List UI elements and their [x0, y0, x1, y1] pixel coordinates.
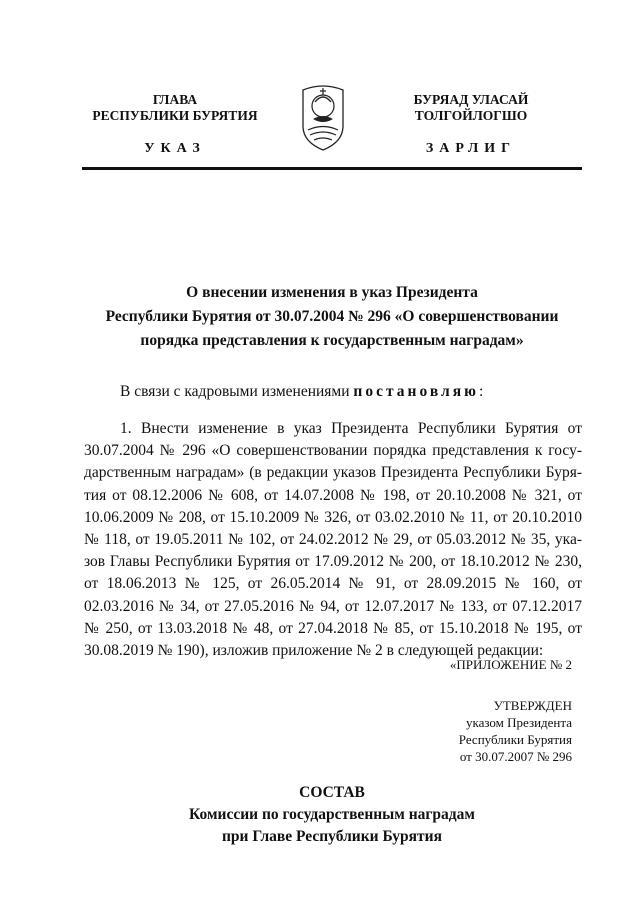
composition-line-2: при Главе Республики Бурятия: [221, 828, 442, 845]
title-line-1: О внесении изменения в указ Президента: [186, 284, 478, 301]
title-line-3: порядка представления к государственным наградам»: [140, 332, 524, 349]
composition-title: СОСТАВ: [299, 784, 365, 801]
preamble: [120, 383, 483, 401]
header-right-line1: БУРЯАД УЛАСАЙ: [413, 92, 529, 107]
header-right-line2: ТОЛГОЙЛОГШО: [414, 108, 528, 123]
preamble-colon: :: [478, 383, 484, 400]
body-line: 30.07.2004 № 296 «О совершенствовании порядка представления к госу-: [84, 442, 582, 460]
appendix-label: «ПРИЛОЖЕНИЕ № 2: [449, 657, 572, 672]
body-line: 1. Внести изменение в указ Президента Республики Бурятия от: [120, 420, 582, 437]
composition-line-1: Комиссии по государственным наградам: [189, 806, 475, 823]
header-right: [376, 92, 566, 124]
body-line: дарственным наградам» (в редакции указов Президента Республики Буря-: [84, 464, 582, 482]
body-line: № 250, от 13.03.2018 № 48, от 27.04.2018 № 85, от 15.10.2018 № 195, от: [84, 619, 582, 637]
approval-by-decree: указом Президента: [465, 715, 572, 730]
body-line: 10.06.2009 № 208, от 15.10.2009 № 326, от 03.02.2010 № 11, от 20.10.2010: [84, 508, 582, 526]
doc-type-ukaz: УКАЗ: [144, 141, 206, 156]
body-line: от 18.06.2013 № 125, от 26.05.2014 № 91, от 28.09.2015 № 160, от: [84, 575, 582, 593]
approval-stamp: [340, 697, 572, 765]
body-line: тия от 08.12.2006 № 608, от 14.07.2008 № 198, от 20.10.2008 № 321, от: [84, 486, 582, 504]
body-line: № 118, от 19.05.2011 № 102, от 24.02.2012 № 29, от 05.03.2012 № 35, ука-: [84, 531, 582, 549]
body-line: 30.08.2019 № 190), изложив приложение № 2 в следующей редакции:: [84, 642, 544, 660]
preamble-resolve: постановляю: [353, 383, 479, 400]
title-line-2: Республики Бурятия от 30.07.2004 № 296 «О совершенствовании: [105, 308, 559, 325]
approval-date-number: от 30.07.2007 № 296: [459, 749, 572, 764]
header-left: [80, 92, 270, 124]
approval-republic: Республики Бурятия: [458, 732, 572, 747]
coat-of-arms-icon: [298, 80, 348, 152]
doc-type-zarlig: ЗАРЛИГ: [425, 141, 517, 156]
approval-approved: УТВЕРЖДЕН: [493, 698, 572, 713]
preamble-text: В связи с кадровыми изменениями: [120, 383, 350, 400]
header-left-line1: ГЛАВА: [152, 92, 198, 107]
decree-body: [84, 418, 582, 662]
composition-heading: [82, 782, 582, 848]
body-line: зов Главы Республики Бурятия от 17.09.2012 № 200, от 18.10.2012 № 230,: [84, 553, 582, 571]
header-left-line2: РЕСПУБЛИКИ БУРЯТИЯ: [92, 108, 258, 123]
decree-title: [82, 281, 582, 353]
header-divider: [82, 167, 582, 170]
body-line: 02.03.2016 № 34, от 27.05.2016 № 94, от 12.07.2017 № 133, от 07.12.2017: [84, 597, 582, 615]
